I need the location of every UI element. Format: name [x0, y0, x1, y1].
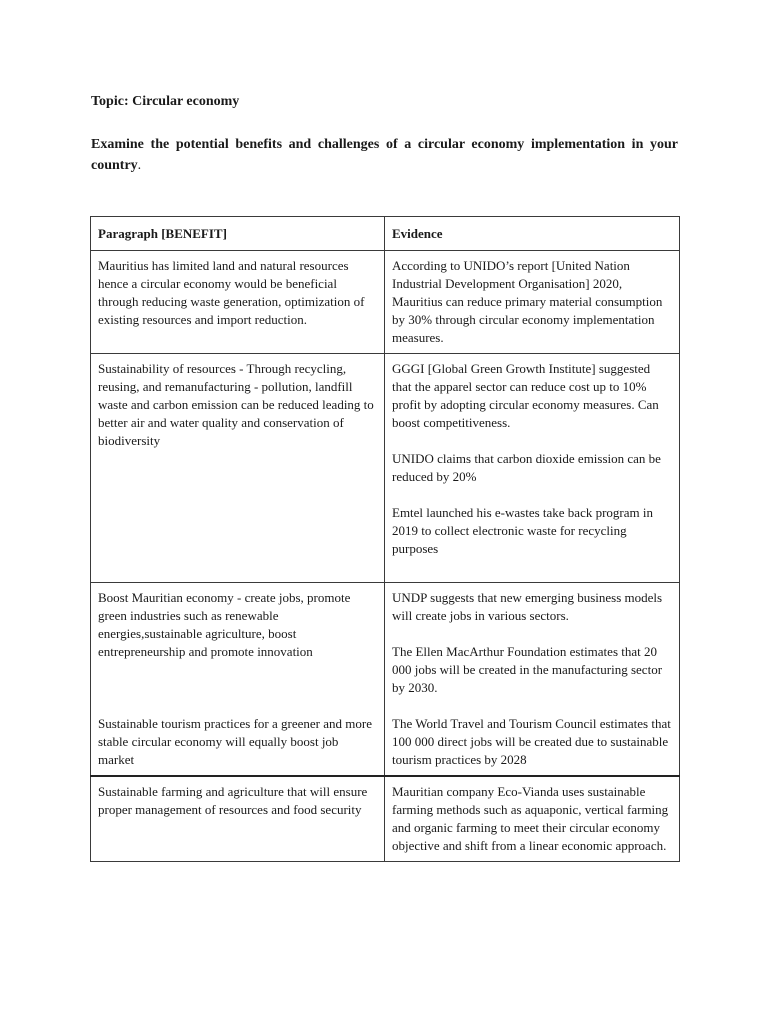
evidence-text: UNDP suggests that new emerging business models will create jobs in various sectors. [392, 590, 663, 623]
paragraph-cell [91, 251, 385, 354]
paragraph-text: Boost Mauritian economy - create jobs, promote green industries such as renewable energies,sustainable agriculture, boost entrepreneurship and promote innovation [98, 590, 351, 659]
topic-heading: Topic: Circular economy [91, 94, 240, 109]
evidence-cell [385, 583, 680, 777]
paragraph-text: Sustainable farming and agriculture that will ensure proper management of resources and food security [98, 784, 368, 817]
paragraph-cell [91, 354, 385, 583]
table-row [91, 354, 680, 583]
essay-question-period: . [137, 158, 142, 173]
evidence-text: According to UNIDO’s report [United Nation Industrial Development Organisation] 2020, Mauritius can reduce primary material consumption by 30% through circular economy implementation measures. [392, 258, 663, 345]
paragraph-text: Sustainability of resources - Through recycling, reusing, and remanufacturing - pollution, landfill waste and carbon emission can be reduced leading to better air and water quality and conservation of biodiversity [98, 361, 374, 448]
paragraph-text: Mauritius has limited land and natural resources hence a circular economy would be beneficial through reducing waste generation, optimization of existing resources and import reduction. [98, 258, 365, 327]
evidence-text: Emtel launched his e-wastes take back program in 2019 to collect electronic waste for recycling purposes [392, 505, 653, 556]
header-paragraph-benefit: Paragraph [BENEFIT] [91, 217, 385, 251]
evidence-cell [385, 776, 680, 862]
benefit-evidence-table [90, 216, 680, 862]
paragraph-text: Sustainable tourism practices for a greener and more stable circular economy will equally boost job market [98, 716, 372, 767]
table-row [91, 776, 680, 862]
evidence-cell [385, 251, 680, 354]
evidence-text: UNIDO claims that carbon dioxide emission can be reduced by 20% [392, 451, 661, 484]
paragraph-cell [91, 583, 385, 777]
evidence-cell [385, 354, 680, 583]
table-row [91, 251, 680, 354]
evidence-text: GGGI [Global Green Growth Institute] suggested that the apparel sector can reduce cost up to 10% profit by adopting circular economy measures. Can boost competitiveness. [392, 361, 659, 430]
paragraph-cell [91, 776, 385, 862]
essay-question-text: Examine the potential benefits and challenges of a circular economy implementation in your country [91, 137, 678, 173]
evidence-text: The Ellen MacArthur Foundation estimates that 20 000 jobs will be created in the manufacturing sector by 2030. [392, 644, 663, 695]
evidence-text: The World Travel and Tourism Council estimates that 100 000 direct jobs will be created due to sustainable tourism practices by 2028 [392, 716, 671, 767]
table-header-row [91, 217, 680, 251]
header-evidence: Evidence [385, 217, 680, 251]
table-row [91, 583, 680, 777]
evidence-text: Mauritian company Eco-Vianda uses sustainable farming methods such as aquaponic, vertical farming and organic farming to meet their circular economy objective and shift from a linear economic approach. [392, 784, 669, 853]
essay-question [91, 134, 678, 176]
